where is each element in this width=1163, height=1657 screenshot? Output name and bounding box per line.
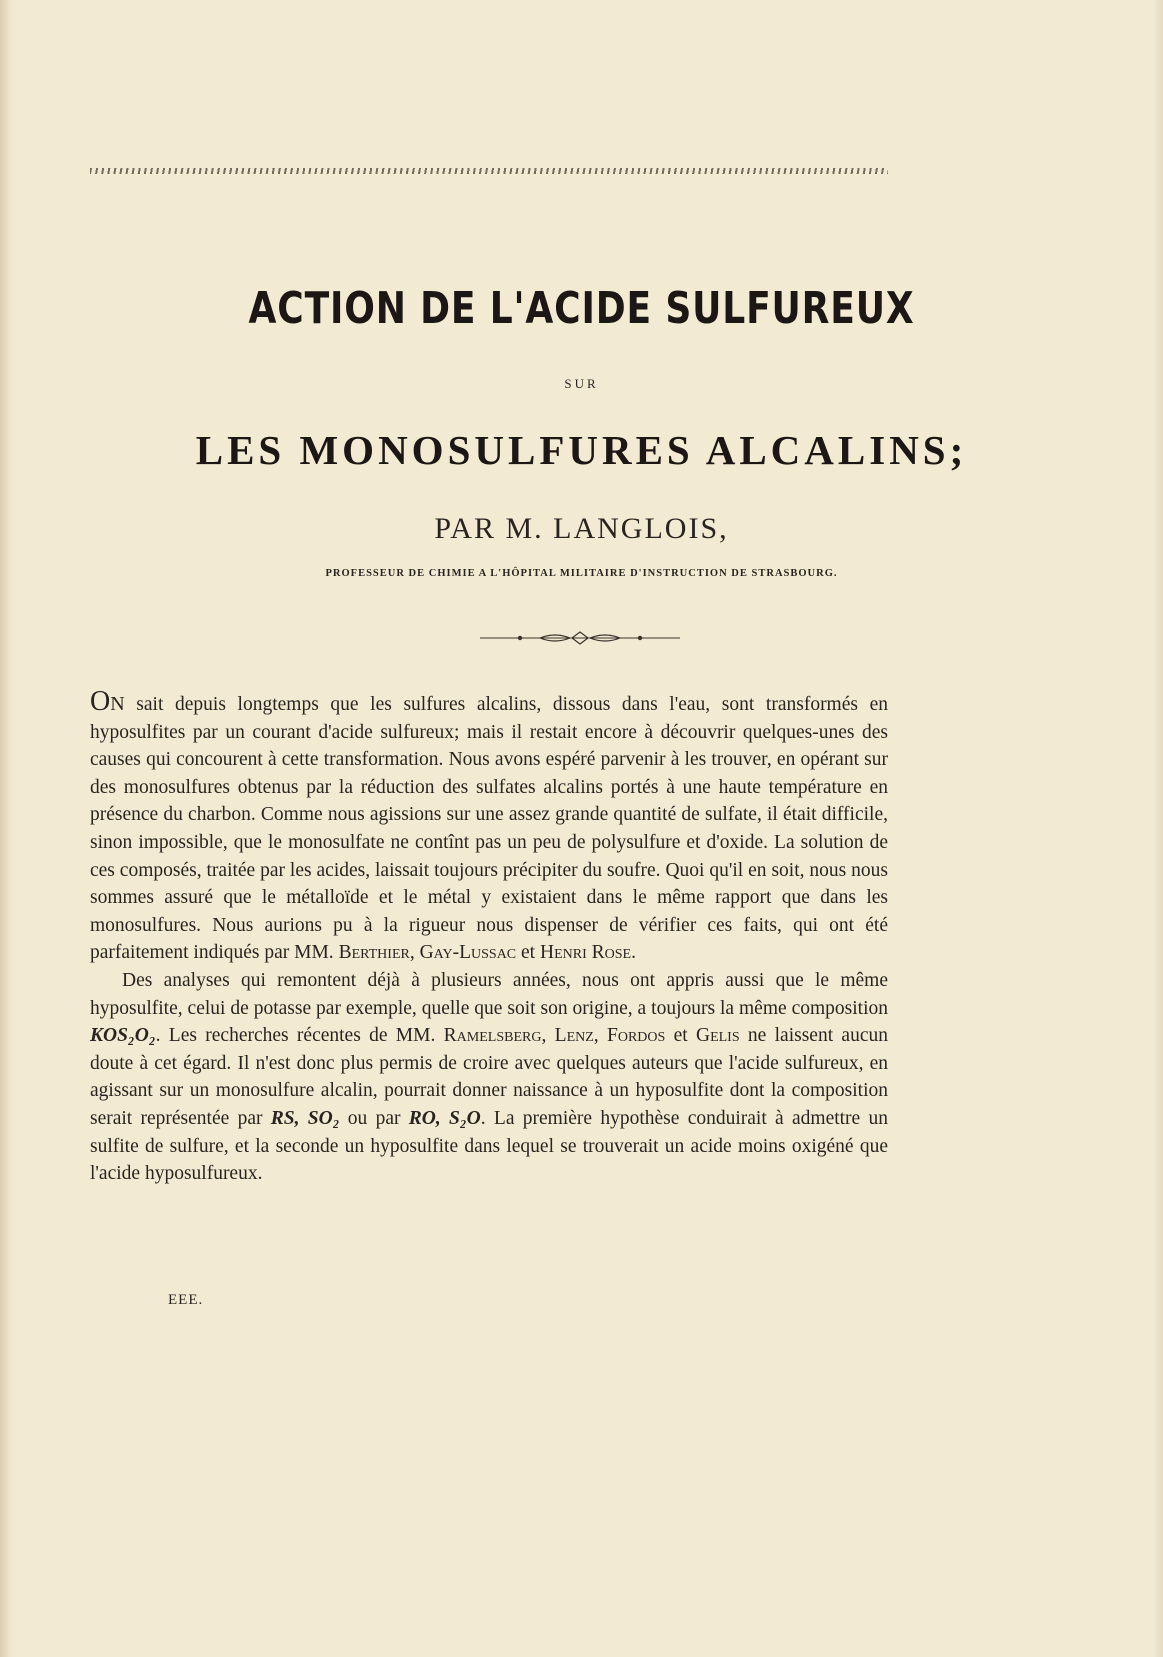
author-name-ramelsberg: Ramelsberg bbox=[443, 1025, 542, 1047]
formula-kos2o2: KOS₂O₂ bbox=[90, 1025, 156, 1047]
title-line-2: LES MONOSULFURES ALCALINS; bbox=[195, 427, 968, 473]
paragraph-2-text-c: ne laissent aucun doute à cet égard. Il n'est donc plus permis de croire avec quelques auteurs que l'acide sulfureux, en agissant sur un monosulfure alcalin, pourrait donner naissance à un hyposulfite dont la composition serait représentée par bbox=[90, 1025, 888, 1129]
paragraph-1 bbox=[90, 688, 888, 967]
paragraph-2-text-e: . La première hypothèse conduirait à admettre un sulfite de sulfure, et la seconde un hyposulfite dans lequel se trouverait un acide moins oxigéné que l'acide hyposulfureux. bbox=[90, 1107, 888, 1185]
formula-rs-so2: RS, SO₂ bbox=[270, 1107, 340, 1129]
paragraph-1-text: sait depuis longtemps que les sulfures alcalins, dissous dans l'eau, sont transformés en hyposulfites par un courant d'acide sulfureux; mais il restait encore à découvrir quelques-unes des causes qui concourent à cette transformation. Nous avons espéré parvenir à les trouver, en opérant sur des monosulfures obtenus par la réduction des sulfates alcalins portés à une haute température en présence du charbon. Comme nous agissions sur une assez grande quantité de sulfate, il était difficile, sinon impossible, que le monosulfate ne contînt pas un peu de polysulfure et d'oxide. La solution de ces composés, traitée par les acides, laissait toujours précipiter du soufre. Quoi qu'il en soit, nous nous sommes assuré que le métalloïde et le métal y existaient dans le même rapport que dans les monosulfures. Nous aurions pu à la rigueur nous dispenser de vérifier ces faits, qui ont été parfaitement indiqués par MM. bbox=[90, 694, 888, 964]
author-name-berthier: Berthier bbox=[338, 942, 410, 964]
ornament-divider-icon bbox=[480, 630, 680, 646]
signature-mark: EEE. bbox=[168, 1292, 204, 1308]
author-name-fordos: Fordos bbox=[606, 1025, 666, 1047]
decorative-top-rule bbox=[90, 168, 888, 174]
author-name-henri-rose: Henri Rose bbox=[539, 942, 632, 964]
paragraph-2-text-b: . Les recherches récentes de MM. bbox=[155, 1025, 444, 1047]
author-name-lenz: Lenz bbox=[554, 1025, 594, 1047]
separator: et bbox=[665, 1025, 696, 1047]
paragraph-2 bbox=[90, 967, 888, 1188]
formula-ro-s2o: RO, S₂O bbox=[408, 1107, 481, 1129]
separator: et bbox=[516, 942, 540, 964]
author-byline: PAR M. LANGLOIS, bbox=[434, 512, 729, 545]
page-right-edge bbox=[1153, 0, 1163, 1657]
paragraph-2-text-a: Des analyses qui remontent déjà à plusieurs années, nous ont appris aussi que le même hyposulfite, celui de potasse par exemple, quelle que soit son origine, a toujours la même composition bbox=[90, 969, 888, 1019]
separator: , bbox=[593, 1025, 607, 1047]
separator: , bbox=[409, 942, 420, 964]
author-affiliation: PROFESSEUR DE CHIMIE A L'HÔPITAL MILITAIRE D'INSTRUCTION DE STRASBOURG. bbox=[325, 568, 838, 579]
article-body bbox=[90, 688, 888, 1188]
sentence-end: . bbox=[631, 942, 636, 964]
paragraph-2-text-d: ou par bbox=[339, 1107, 409, 1129]
drop-cap: On bbox=[90, 686, 125, 717]
author-name-gelis: Gelis bbox=[695, 1025, 740, 1047]
page-left-edge bbox=[0, 0, 14, 1657]
separator: , bbox=[541, 1025, 555, 1047]
author-name-gay-lussac: Gay-Lussac bbox=[419, 942, 517, 964]
title-line-1: ACTION DE L'ACIDE SULFUREUX bbox=[248, 283, 915, 334]
title-connector: SUR bbox=[564, 376, 599, 391]
